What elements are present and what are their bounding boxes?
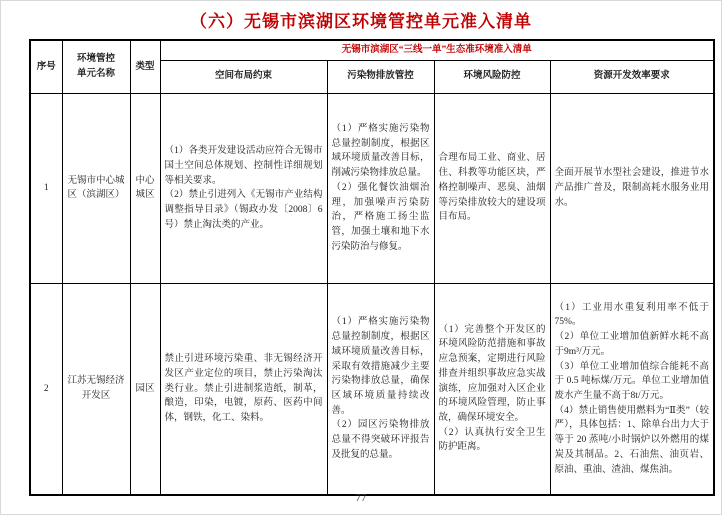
row2-risk-prevention: （1）完善整个开发区的环境风险防范措施和事故应急预案，定期进行风险排查并组织事故应急实战演练，应加强对入区企业的环境风险管理，防止事故，确保环境安全。 （2）认真执行安全卫生防护距离。 [434, 283, 550, 495]
row1-pollution-control: （1）严格实施污染物总量控制制度，根据区域环境质量改善目标，削减污染物排放总量。 （2）强化餐饮油烟治理，加强噪声污染防治，严格施工扬尘监管，加强土壤和地下水污染防治与修复。 [327, 93, 434, 283]
header-merged-list-title: 无锡市滨湖区“三线一单”生态准环境准入清单 [160, 40, 714, 60]
table-row [30, 93, 714, 283]
row2-unit-name: 江苏无锡经济开发区 [62, 283, 130, 495]
header-serial-number: 序号 [30, 40, 62, 93]
row1-spatial-layout: （1）各类开发建设活动应符合无锡市国土空间总体规划、控制性详细规划等相关要求。 （2）禁止引进列入《无锡市产业结构调整指导目录》（锡政办发〔2008〕6 号）禁止淘汰类的产业。 [160, 93, 327, 283]
row1-type: 中心城区 [130, 93, 160, 283]
header-risk-prevention: 环境风险防控 [434, 60, 550, 93]
row2-pollution-control: （1）严格实施污染物总量控制制度，根据区域环境质量改善目标，采取有效措施减少主要污染物排放总量，确保区域环境质量持续改善。 （2）园区污染物排放总量不得突破环评报告及批复的总量。 [327, 283, 434, 495]
row1-serial-number: 1 [30, 93, 62, 283]
row2-serial-number: 2 [30, 283, 62, 495]
table-row [30, 283, 714, 495]
header-spatial-layout: 空间布局约束 [160, 60, 327, 93]
row2-resource-efficiency: （1）工业用水重复利用率不低于75%。 （2）单位工业增加值新鲜水耗不高于9m³/万元。 （3）单位工业增加值综合能耗不高于 0.5 吨标煤/万元。单位工业增加值废水产生量不高于8t/万元。 （4）禁止销售使用燃料为“Ⅱ类”（较严），具体包括：1、除单台出力大于等于 20 蒸吨/小时锅炉以外燃用的煤炭及其制品。2、石油焦、油页岩、原油、重油、渣油、煤焦油。 [550, 283, 714, 495]
page-title: （六）无锡市滨湖区环境管控单元准入清单 [190, 12, 532, 31]
row1-unit-name: 无锡市中心城区（滨湖区） [62, 93, 130, 283]
header-pollution-control: 污染物排放管控 [327, 60, 434, 93]
row1-resource-efficiency: 全面开展节水型社会建设，推进节水产品推广普及，限制高耗水服务业用水。 [550, 93, 714, 283]
header-unit-name: 环境管控 单元名称 [62, 40, 130, 93]
header-resource-efficiency: 资源开发效率要求 [550, 60, 714, 93]
header-type: 类型 [130, 40, 160, 93]
row2-type: 园区 [130, 283, 160, 495]
table-header-row-1 [30, 40, 714, 60]
row1-risk-prevention: 合理布局工业、商业、居住、科教等功能区块，严格控制噪声、恶臭、油烟等污染排放较大的建设项目布局。 [434, 93, 550, 283]
control-unit-table [29, 39, 715, 496]
page-number: 77 [355, 492, 367, 504]
row2-spatial-layout: 禁止引进环境污染重、非无锡经济开发区产业定位的项目，禁止污染淘汰类行业。禁止引进制浆造纸，制革，酿造，印染，电镀，原药、医药中间体，钢铁，化工、染料。 [160, 283, 327, 495]
